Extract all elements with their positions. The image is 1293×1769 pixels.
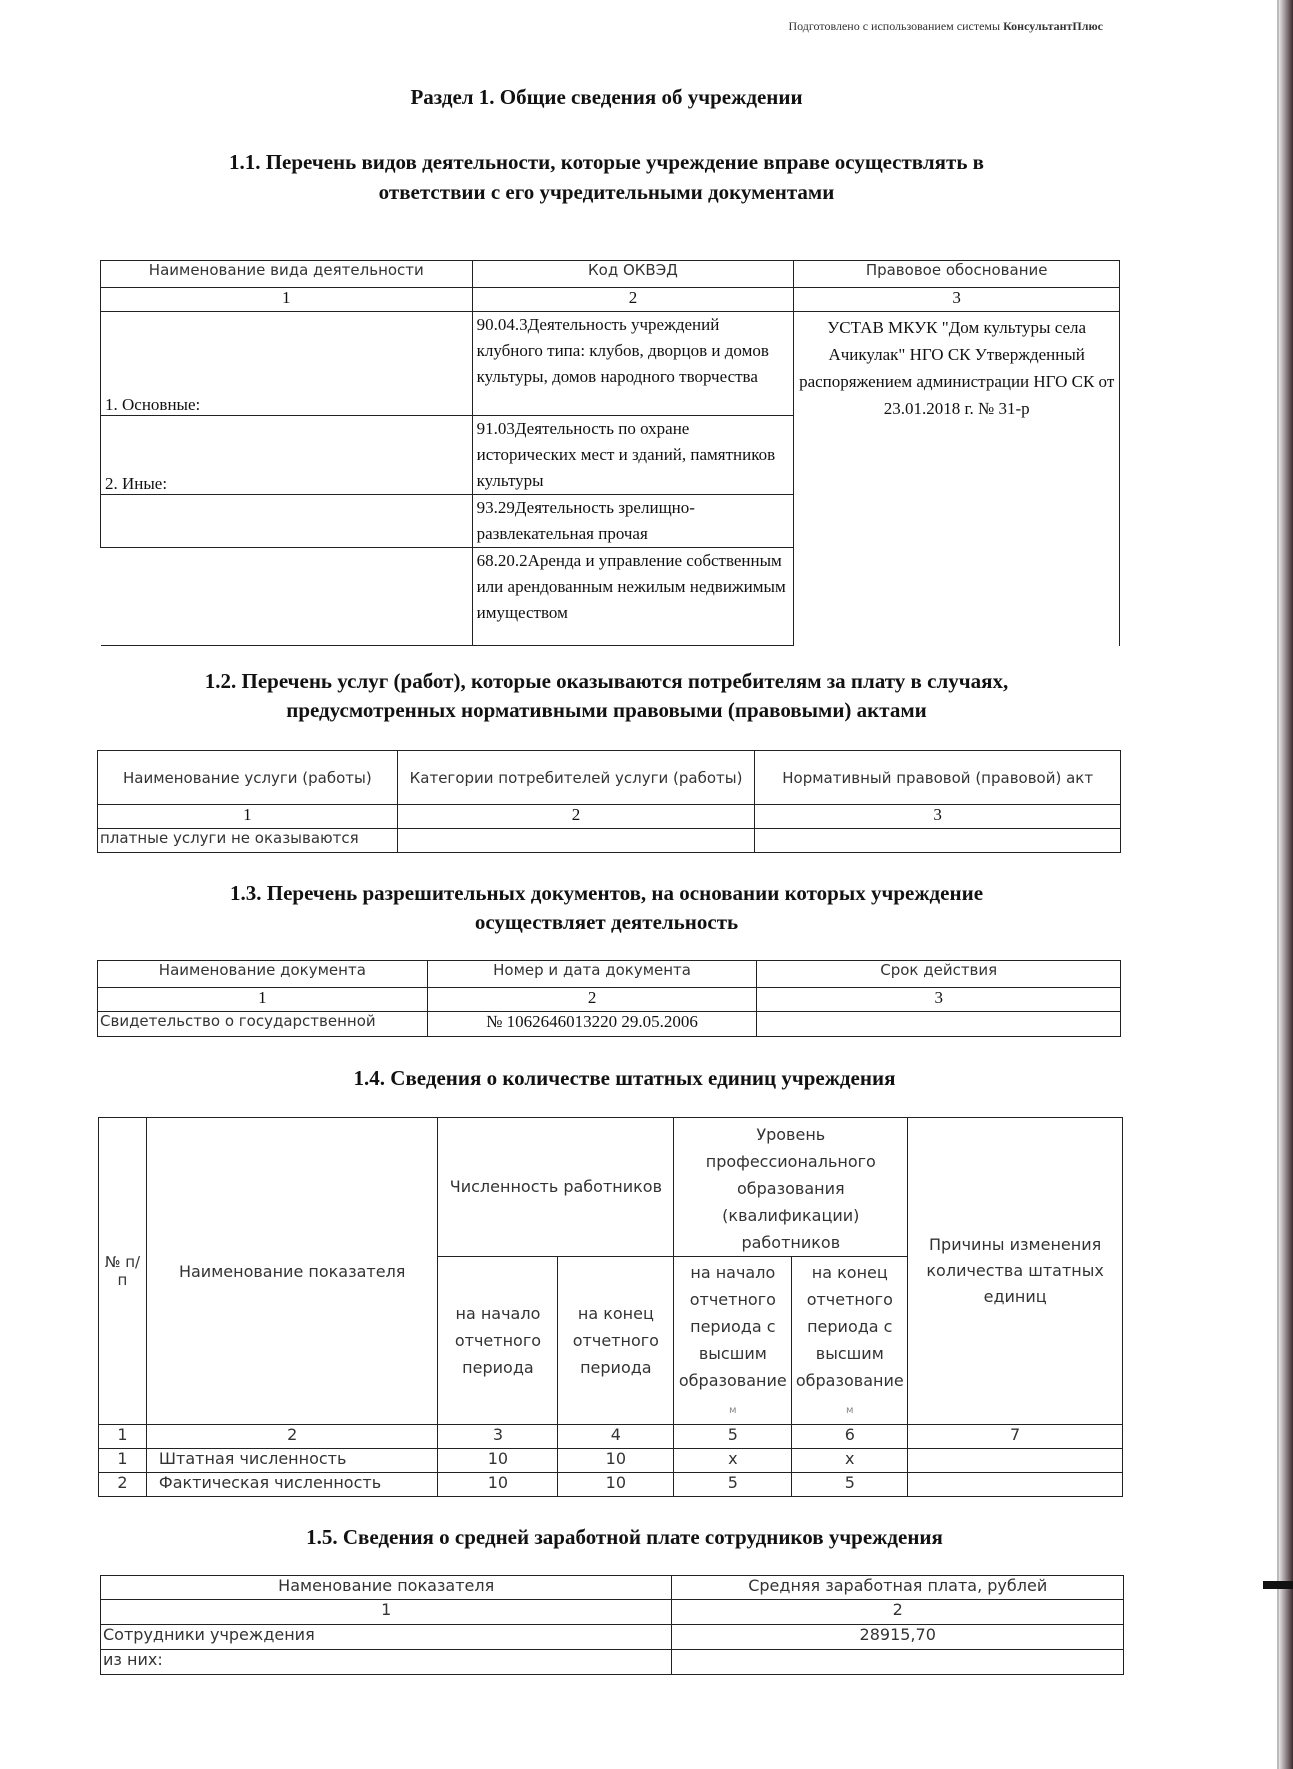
col-num: 4 bbox=[558, 1425, 674, 1449]
s11-title-line2: ответствии с его учредительными документами bbox=[378, 180, 835, 204]
table-header-row bbox=[99, 1118, 1123, 1257]
section1-title: Раздел 1. Общие сведения об учреждении bbox=[410, 85, 803, 109]
th-okved: Код ОКВЭД bbox=[472, 261, 794, 288]
col-num: 5 bbox=[674, 1425, 792, 1449]
th-legal: Правовое обоснование bbox=[794, 261, 1120, 288]
th-indicator: Наименование показателя bbox=[146, 1118, 438, 1425]
col-num: 1 bbox=[99, 1425, 147, 1449]
th-activity: Наименование вида деятельности bbox=[101, 261, 473, 288]
s11-title-line1: 1.1. Перечень видов деятельности, которые учреждение вправе осуществлять в bbox=[228, 150, 985, 174]
col-num: 1 bbox=[101, 288, 473, 312]
table-row bbox=[101, 1625, 1124, 1650]
table-row bbox=[98, 829, 1121, 853]
col-num: 3 bbox=[438, 1425, 558, 1449]
th-indicator: Наменование показателя bbox=[101, 1576, 672, 1600]
service-name: платные услуги не оказываются bbox=[98, 829, 398, 853]
th-number-date: Номер и дата документа bbox=[427, 961, 757, 988]
th-consumers: Категории потребителей услуги (работы) bbox=[397, 751, 755, 805]
cell-start: 10 bbox=[438, 1473, 558, 1497]
cell-start: 10 bbox=[438, 1449, 558, 1473]
col-num: 3 bbox=[757, 988, 1121, 1012]
salary-row-name: из них: bbox=[101, 1650, 672, 1675]
table-row bbox=[98, 1012, 1121, 1037]
th-avg-salary: Средняя заработная плата, рублей bbox=[672, 1576, 1124, 1600]
cell-reason bbox=[908, 1473, 1123, 1497]
col-num: 1 bbox=[98, 988, 428, 1012]
s14-title: 1.4. Сведения о количестве штатных единиц учреждения bbox=[353, 1066, 896, 1090]
s15-title: 1.5. Сведения о средней заработной плате сотрудников учреждения bbox=[306, 1525, 943, 1549]
table-header-row bbox=[101, 261, 1120, 288]
row-num: 1 bbox=[99, 1449, 147, 1473]
table-row bbox=[99, 1473, 1123, 1497]
okved-code: 68.20.2Аренда и управление собственным или арендованным нежилым недвижимым имуществом bbox=[472, 548, 794, 646]
row-name: Штатная численность bbox=[146, 1449, 438, 1473]
row-label-empty bbox=[101, 495, 473, 548]
th-validity: Срок действия bbox=[757, 961, 1121, 988]
s13-title-line1: 1.3. Перечень разрешительных документов, на основании которых учреждение bbox=[229, 881, 984, 905]
col-num: 3 bbox=[755, 805, 1121, 829]
document-number: № 1062646013220 29.05.2006 bbox=[427, 1012, 757, 1037]
col-num: 1 bbox=[101, 1600, 672, 1625]
staff-table bbox=[98, 1117, 1123, 1497]
table-num-row bbox=[98, 805, 1121, 829]
row-name: Фактическая численность bbox=[146, 1473, 438, 1497]
table-header-row bbox=[98, 751, 1121, 805]
th-start: на начало отчетного периода bbox=[438, 1257, 558, 1425]
activities-table bbox=[100, 260, 1120, 646]
paid-services-table bbox=[97, 750, 1121, 853]
col-num: 7 bbox=[908, 1425, 1123, 1449]
table-header-row bbox=[101, 1576, 1124, 1600]
table-row bbox=[99, 1449, 1123, 1473]
table-row bbox=[101, 1650, 1124, 1675]
consultant-brand: КонсультантПлюс bbox=[1003, 19, 1103, 33]
table-num-row bbox=[99, 1425, 1123, 1449]
th-end: на конец отчетного периода bbox=[558, 1257, 674, 1425]
legal-basis: УСТАВ МКУК "Дом культуры села Ачикулак" НГО СК Утвержденный распоряжением администрации НГО СК от 23.01.2018 г. № 31-р bbox=[794, 312, 1120, 646]
col-num: 2 bbox=[672, 1600, 1124, 1625]
col-num: 2 bbox=[397, 805, 755, 829]
th-end-high bbox=[792, 1257, 908, 1425]
row-label-empty bbox=[101, 548, 473, 646]
row-label: 1. Основные: bbox=[101, 312, 473, 416]
th-act: Нормативный правовой (правовой) акт bbox=[755, 751, 1121, 805]
permits-table bbox=[97, 960, 1121, 1037]
col-num: 6 bbox=[792, 1425, 908, 1449]
salary-table bbox=[100, 1575, 1124, 1675]
s12-title-line1: 1.2. Перечень услуг (работ), которые оказываются потребителям за плату в случаях, bbox=[204, 669, 1009, 693]
th-document: Наименование документа bbox=[98, 961, 428, 988]
cell-end-high: 5 bbox=[792, 1473, 908, 1497]
cell-start-high: 5 bbox=[674, 1473, 792, 1497]
th-start-high-text: на начало отчетного периода с высшим образование bbox=[678, 1263, 787, 1390]
document-name: Свидетельство о государственной bbox=[98, 1012, 428, 1037]
cell-start-high: х bbox=[674, 1449, 792, 1473]
th-service: Наименование услуги (работы) bbox=[98, 751, 398, 805]
table-num-row bbox=[101, 1600, 1124, 1625]
th-num: № п/п bbox=[99, 1118, 147, 1425]
consultant-note bbox=[788, 19, 1103, 34]
cell-empty bbox=[672, 1650, 1124, 1675]
th-end-high-suffix: м bbox=[846, 1405, 854, 1416]
th-staff-count: Численность работников bbox=[438, 1118, 674, 1257]
col-num: 3 bbox=[794, 288, 1120, 312]
table-num-row bbox=[98, 988, 1121, 1012]
s13-title-line2: осуществляет деятельность bbox=[474, 910, 739, 934]
col-num: 2 bbox=[427, 988, 757, 1012]
table-num-row bbox=[101, 288, 1120, 312]
col-num: 2 bbox=[472, 288, 794, 312]
scan-mark bbox=[1263, 1581, 1293, 1589]
table-row bbox=[101, 312, 1120, 416]
row-label: 2. Иные: bbox=[101, 416, 473, 495]
okved-code: 91.03Деятельность по охране исторических мест и зданий, памятников культуры bbox=[472, 416, 794, 495]
row-num: 2 bbox=[99, 1473, 147, 1497]
th-start-high bbox=[674, 1257, 792, 1425]
th-education-level: Уровень профессионального образования (квалификации) работников bbox=[674, 1118, 908, 1257]
th-start-high-suffix: м bbox=[729, 1405, 737, 1416]
scan-edge-shadow bbox=[1279, 0, 1293, 1769]
col-num: 1 bbox=[98, 805, 398, 829]
th-end-high-text: на конец отчетного периода с высшим образование bbox=[795, 1263, 904, 1390]
cell-end-high: х bbox=[792, 1449, 908, 1473]
salary-row-name: Сотрудники учреждения bbox=[101, 1625, 672, 1650]
cell-empty bbox=[757, 1012, 1121, 1037]
cell-reason bbox=[908, 1449, 1123, 1473]
okved-code: 90.04.3Деятельность учреждений клубного типа: клубов, дворцов и домов культуры, домов народного творчества bbox=[472, 312, 794, 416]
cell-end: 10 bbox=[558, 1473, 674, 1497]
col-num: 2 bbox=[146, 1425, 438, 1449]
consultant-note-prefix: Подготовлено с использованием системы bbox=[788, 19, 1004, 33]
cell-empty bbox=[397, 829, 755, 853]
th-change-reason: Причины изменения количества штатных единиц bbox=[908, 1118, 1123, 1425]
okved-code: 93.29Деятельность зрелищно-развлекательная прочая bbox=[472, 495, 794, 548]
salary-value: 28915,70 bbox=[672, 1625, 1124, 1650]
table-header-row bbox=[98, 961, 1121, 988]
scan-edge-line bbox=[1277, 0, 1279, 1769]
cell-end: 10 bbox=[558, 1449, 674, 1473]
cell-empty bbox=[755, 829, 1121, 853]
s12-title-line2: предусмотренных нормативными правовыми (правовыми) актами bbox=[286, 698, 927, 722]
